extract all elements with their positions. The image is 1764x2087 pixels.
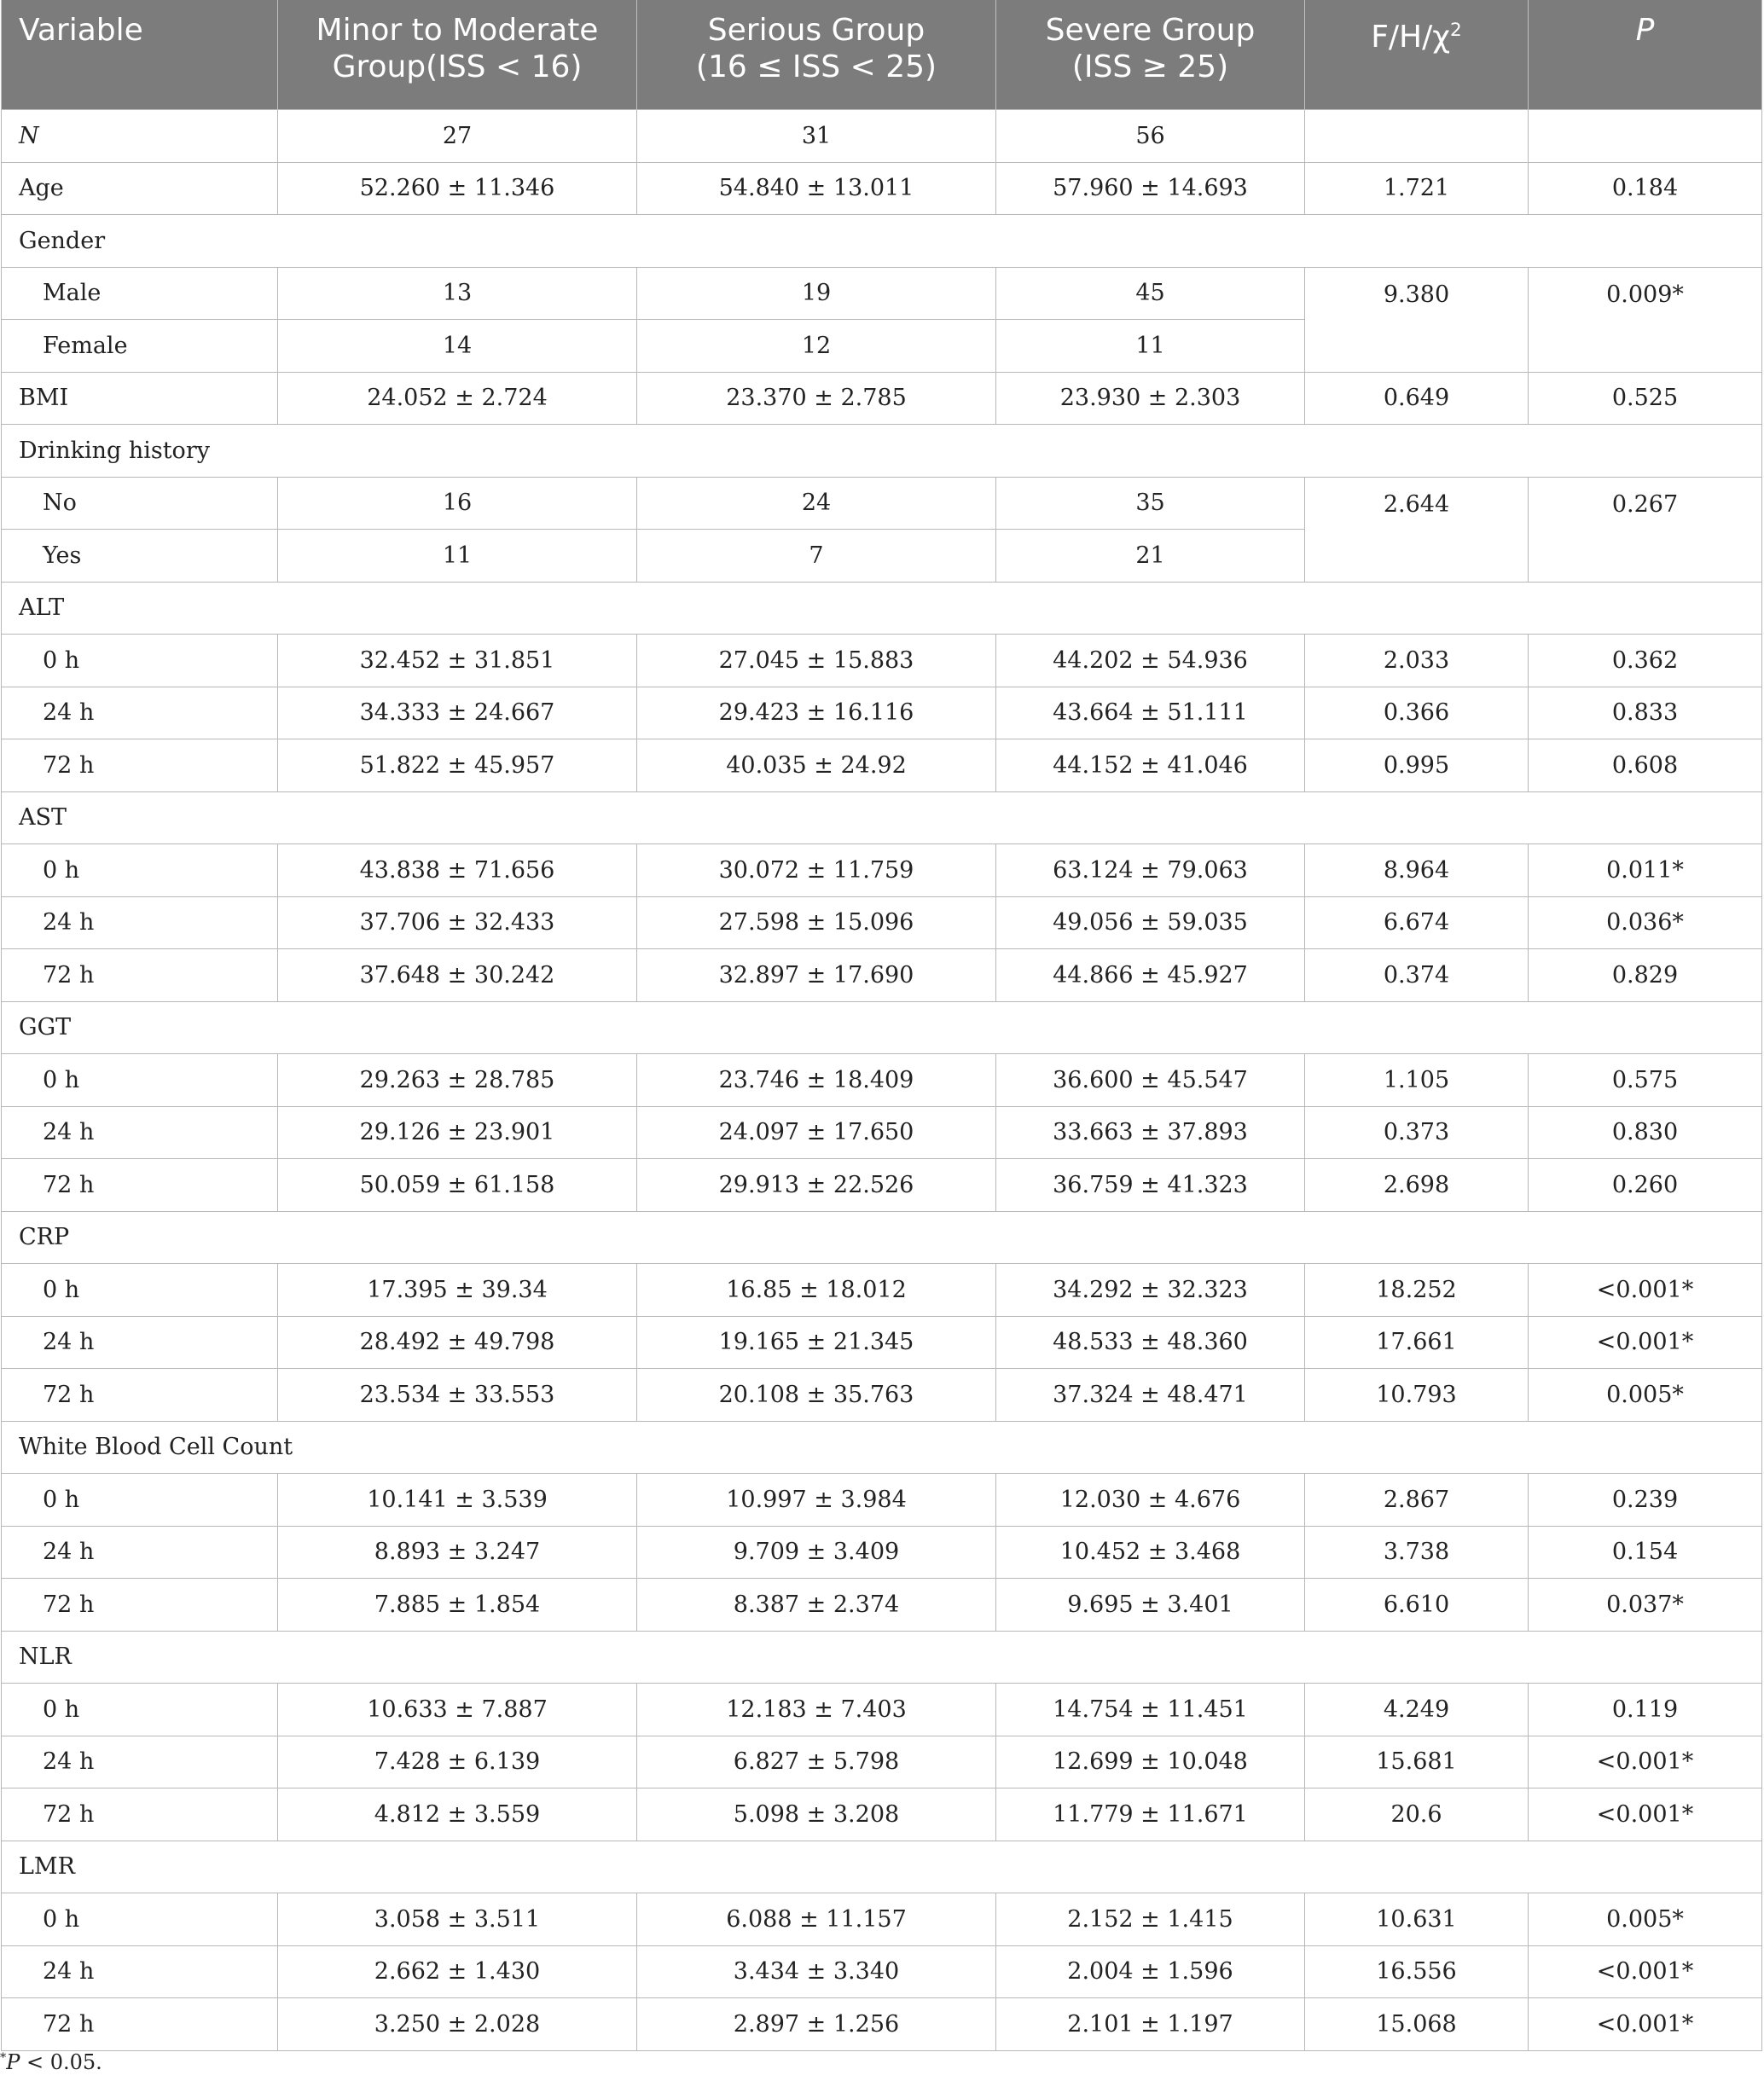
table-cell: 44.866 ± 45.927 xyxy=(996,949,1305,1002)
p-value-cell: 0.833 xyxy=(1529,687,1762,739)
table-cell: 19 xyxy=(637,267,996,320)
table-cell: 29.423 ± 16.116 xyxy=(637,687,996,739)
table-row xyxy=(2,1945,1762,1998)
stat-cell: 1.721 xyxy=(1305,162,1529,215)
table-cell: 6.088 ± 11.157 xyxy=(637,1893,996,1946)
row-label: AST xyxy=(2,791,1762,844)
table-row xyxy=(2,844,1762,897)
table-cell: 23.746 ± 18.409 xyxy=(637,1054,996,1107)
stat-cell: 16.556 xyxy=(1305,1945,1529,1998)
row-label: 0 h xyxy=(2,1684,278,1736)
stat-cell: 10.793 xyxy=(1305,1369,1529,1422)
table-cell: 14.754 ± 11.451 xyxy=(996,1684,1305,1736)
table-cell: 44.152 ± 41.046 xyxy=(996,739,1305,792)
table-cell: 16 xyxy=(278,477,637,530)
stat-cell: 0.374 xyxy=(1305,949,1529,1002)
table-cell: 7 xyxy=(637,530,996,583)
table-row xyxy=(2,1526,1762,1579)
results-table xyxy=(1,0,1762,2051)
row-label: Drinking history xyxy=(2,425,1762,478)
row-label: 24 h xyxy=(2,1316,278,1369)
p-value-cell: <0.001* xyxy=(1529,1736,1762,1788)
table-cell: 2.101 ± 1.197 xyxy=(996,1998,1305,2051)
header-statistic-base: F/H/χ xyxy=(1371,20,1451,55)
stat-cell: 0.995 xyxy=(1305,739,1529,792)
table-row xyxy=(2,1579,1762,1632)
table-section-row xyxy=(2,425,1762,478)
table-cell: 3.058 ± 3.511 xyxy=(278,1893,637,1946)
table-cell: 34.333 ± 24.667 xyxy=(278,687,637,739)
table-cell: 12 xyxy=(637,320,996,373)
header-severe-line1: Severe Group xyxy=(1045,13,1256,48)
table-section-row xyxy=(2,1841,1762,1893)
stat-cell: 20.6 xyxy=(1305,1788,1529,1841)
row-label: N xyxy=(2,110,278,163)
table-cell: 20.108 ± 35.763 xyxy=(637,1369,996,1422)
row-label: Female xyxy=(2,320,278,373)
table-cell: 23.930 ± 2.303 xyxy=(996,372,1305,425)
p-value-cell: 0.036* xyxy=(1529,896,1762,949)
header-serious-group xyxy=(637,0,996,110)
table-cell: 3.250 ± 2.028 xyxy=(278,1998,637,2051)
footnote-p: P xyxy=(6,2050,20,2074)
stat-cell: 6.610 xyxy=(1305,1579,1529,1632)
row-label: 72 h xyxy=(2,1998,278,2051)
table-row xyxy=(2,1159,1762,1212)
table-cell: 9.709 ± 3.409 xyxy=(637,1526,996,1579)
table-cell: 36.759 ± 41.323 xyxy=(996,1159,1305,1212)
p-value-cell: <0.001* xyxy=(1529,1788,1762,1841)
table-row xyxy=(2,896,1762,949)
row-label: 0 h xyxy=(2,1474,278,1527)
table-row xyxy=(2,110,1762,163)
table-cell: 37.324 ± 48.471 xyxy=(996,1369,1305,1422)
table-cell: 32.452 ± 31.851 xyxy=(278,635,637,687)
table-section-row xyxy=(2,1421,1762,1474)
row-label: Gender xyxy=(2,215,1762,268)
table-cell: 28.492 ± 49.798 xyxy=(278,1316,637,1369)
header-serious-line2: (16 ≤ ISS < 25) xyxy=(695,49,937,84)
p-value-cell: <0.001* xyxy=(1529,1316,1762,1369)
row-label: 24 h xyxy=(2,1526,278,1579)
p-value-cell: 0.154 xyxy=(1529,1526,1762,1579)
footnote xyxy=(0,2050,102,2074)
row-label: 24 h xyxy=(2,896,278,949)
stat-cell: 15.068 xyxy=(1305,1998,1529,2051)
table-cell: 32.897 ± 17.690 xyxy=(637,949,996,1002)
table-row xyxy=(2,687,1762,739)
table-cell: 11 xyxy=(996,320,1305,373)
p-value-cell: 0.525 xyxy=(1529,372,1762,425)
p-value-cell: 0.829 xyxy=(1529,949,1762,1002)
table-row xyxy=(2,949,1762,1002)
header-p-value: P xyxy=(1529,0,1762,110)
table-cell: 9.695 ± 3.401 xyxy=(996,1579,1305,1632)
stat-cell: 17.661 xyxy=(1305,1316,1529,1369)
table-row xyxy=(2,267,1762,320)
table-cell: 8.893 ± 3.247 xyxy=(278,1526,637,1579)
stat-cell: 2.644 xyxy=(1305,477,1529,582)
table-row xyxy=(2,1106,1762,1159)
table-cell: 34.292 ± 32.323 xyxy=(996,1264,1305,1317)
p-value-cell: 0.830 xyxy=(1529,1106,1762,1159)
stat-cell: 1.105 xyxy=(1305,1054,1529,1107)
p-value-cell: <0.001* xyxy=(1529,1264,1762,1317)
header-minor-line2: Group(ISS < 16) xyxy=(332,49,583,84)
table-section-row xyxy=(2,1001,1762,1054)
table-cell: 24.052 ± 2.724 xyxy=(278,372,637,425)
table-cell: 56 xyxy=(996,110,1305,163)
stat-cell: 0.373 xyxy=(1305,1106,1529,1159)
table-body xyxy=(2,110,1762,2051)
table-row xyxy=(2,372,1762,425)
table-cell: 49.056 ± 59.035 xyxy=(996,896,1305,949)
table-cell: 45 xyxy=(996,267,1305,320)
table-row xyxy=(2,635,1762,687)
row-label: 72 h xyxy=(2,1579,278,1632)
table-cell: 4.812 ± 3.559 xyxy=(278,1788,637,1841)
table-cell: 37.706 ± 32.433 xyxy=(278,896,637,949)
p-value-cell: 0.184 xyxy=(1529,162,1762,215)
table-cell: 29.263 ± 28.785 xyxy=(278,1054,637,1107)
p-value-cell: 0.011* xyxy=(1529,844,1762,897)
table-row xyxy=(2,1264,1762,1317)
row-label: 24 h xyxy=(2,1106,278,1159)
table-cell: 8.387 ± 2.374 xyxy=(637,1579,996,1632)
table-cell: 7.885 ± 1.854 xyxy=(278,1579,637,1632)
stat-cell: 2.698 xyxy=(1305,1159,1529,1212)
table-row xyxy=(2,477,1762,530)
table-section-row xyxy=(2,791,1762,844)
table-row xyxy=(2,1474,1762,1527)
row-label: ALT xyxy=(2,582,1762,635)
table-cell: 10.452 ± 3.468 xyxy=(996,1526,1305,1579)
table-cell: 10.997 ± 3.984 xyxy=(637,1474,996,1527)
table-cell: 7.428 ± 6.139 xyxy=(278,1736,637,1788)
table-cell: 57.960 ± 14.693 xyxy=(996,162,1305,215)
row-label: GGT xyxy=(2,1001,1762,1054)
row-label: CRP xyxy=(2,1211,1762,1264)
row-label: 24 h xyxy=(2,1945,278,1998)
table-cell: 24.097 ± 17.650 xyxy=(637,1106,996,1159)
table-section-row xyxy=(2,582,1762,635)
table-row xyxy=(2,1893,1762,1946)
row-label: 72 h xyxy=(2,949,278,1002)
header-statistic xyxy=(1305,0,1529,110)
table-cell: 14 xyxy=(278,320,637,373)
stat-cell: 4.249 xyxy=(1305,1684,1529,1736)
row-label: 0 h xyxy=(2,1264,278,1317)
table-cell: 12.183 ± 7.403 xyxy=(637,1684,996,1736)
table-section-row xyxy=(2,1631,1762,1684)
table-cell: 27.598 ± 15.096 xyxy=(637,896,996,949)
table-section-row xyxy=(2,215,1762,268)
table-row xyxy=(2,1788,1762,1841)
table-cell: 27.045 ± 15.883 xyxy=(637,635,996,687)
row-label: 0 h xyxy=(2,844,278,897)
table-cell: 3.434 ± 3.340 xyxy=(637,1945,996,1998)
stat-cell: 18.252 xyxy=(1305,1264,1529,1317)
row-label: Yes xyxy=(2,530,278,583)
table-cell: 12.030 ± 4.676 xyxy=(996,1474,1305,1527)
table-cell: 17.395 ± 39.34 xyxy=(278,1264,637,1317)
table-cell: 43.664 ± 51.111 xyxy=(996,687,1305,739)
table-cell: 13 xyxy=(278,267,637,320)
table-cell: 16.85 ± 18.012 xyxy=(637,1264,996,1317)
table-cell: 33.663 ± 37.893 xyxy=(996,1106,1305,1159)
table-cell: 6.827 ± 5.798 xyxy=(637,1736,996,1788)
table-cell: 23.370 ± 2.785 xyxy=(637,372,996,425)
table-cell: 2.662 ± 1.430 xyxy=(278,1945,637,1998)
table-cell: 44.202 ± 54.936 xyxy=(996,635,1305,687)
table-row xyxy=(2,1998,1762,2051)
row-label: 0 h xyxy=(2,1893,278,1946)
table-cell: 54.840 ± 13.011 xyxy=(637,162,996,215)
table-cell: 50.059 ± 61.158 xyxy=(278,1159,637,1212)
stat-cell: 10.631 xyxy=(1305,1893,1529,1946)
row-label: BMI xyxy=(2,372,278,425)
stat-cell: 9.380 xyxy=(1305,267,1529,372)
table-cell: 24 xyxy=(637,477,996,530)
table-cell: 27 xyxy=(278,110,637,163)
row-label: White Blood Cell Count xyxy=(2,1421,1762,1474)
p-value-cell: 0.005* xyxy=(1529,1369,1762,1422)
stat-cell: 3.738 xyxy=(1305,1526,1529,1579)
p-value-cell: 0.575 xyxy=(1529,1054,1762,1107)
header-minor-line1: Minor to Moderate xyxy=(316,13,599,48)
row-label: 0 h xyxy=(2,1054,278,1107)
table-cell: 29.913 ± 22.526 xyxy=(637,1159,996,1212)
table-section-row xyxy=(2,1211,1762,1264)
p-value-cell: 0.260 xyxy=(1529,1159,1762,1212)
table-cell: 48.533 ± 48.360 xyxy=(996,1316,1305,1369)
table-cell: 63.124 ± 79.063 xyxy=(996,844,1305,897)
table-cell: 19.165 ± 21.345 xyxy=(637,1316,996,1369)
table-cell: 10.633 ± 7.887 xyxy=(278,1684,637,1736)
row-label: No xyxy=(2,477,278,530)
stat-cell: 2.867 xyxy=(1305,1474,1529,1527)
stat-cell xyxy=(1305,110,1529,163)
table-cell: 5.098 ± 3.208 xyxy=(637,1788,996,1841)
p-value-cell: <0.001* xyxy=(1529,1945,1762,1998)
p-value-cell: 0.608 xyxy=(1529,739,1762,792)
p-value-cell: 0.362 xyxy=(1529,635,1762,687)
table-row xyxy=(2,162,1762,215)
p-value-cell: 0.267 xyxy=(1529,477,1762,582)
footnote-star: * xyxy=(0,2051,7,2065)
table-cell: 43.838 ± 71.656 xyxy=(278,844,637,897)
table-cell: 2.897 ± 1.256 xyxy=(637,1998,996,2051)
row-label: 24 h xyxy=(2,687,278,739)
table-cell: 51.822 ± 45.957 xyxy=(278,739,637,792)
row-label: Male xyxy=(2,267,278,320)
row-label: NLR xyxy=(2,1631,1762,1684)
table-row xyxy=(2,1684,1762,1736)
table-cell: 10.141 ± 3.539 xyxy=(278,1474,637,1527)
table-cell: 11.779 ± 11.671 xyxy=(996,1788,1305,1841)
table-cell: 37.648 ± 30.242 xyxy=(278,949,637,1002)
table-cell: 31 xyxy=(637,110,996,163)
p-value-cell: 0.005* xyxy=(1529,1893,1762,1946)
table-cell: 2.152 ± 1.415 xyxy=(996,1893,1305,1946)
footnote-text: < 0.05. xyxy=(20,2050,102,2074)
row-label: 0 h xyxy=(2,635,278,687)
table-header xyxy=(2,0,1762,110)
table-row xyxy=(2,1736,1762,1788)
p-value-cell: 0.239 xyxy=(1529,1474,1762,1527)
table-row xyxy=(2,1369,1762,1422)
table-cell: 40.035 ± 24.92 xyxy=(637,739,996,792)
row-label: 72 h xyxy=(2,1788,278,1841)
header-serious-line1: Serious Group xyxy=(707,13,926,48)
stat-cell: 0.366 xyxy=(1305,687,1529,739)
header-statistic-sup: 2 xyxy=(1450,20,1462,41)
table-cell: 23.534 ± 33.553 xyxy=(278,1369,637,1422)
row-label: 72 h xyxy=(2,739,278,792)
table-row xyxy=(2,1054,1762,1107)
header-severe-line2: (ISS ≥ 25) xyxy=(1071,49,1229,84)
header-minor-group xyxy=(278,0,637,110)
table-cell: 2.004 ± 1.596 xyxy=(996,1945,1305,1998)
table-cell: 36.600 ± 45.547 xyxy=(996,1054,1305,1107)
table-cell: 12.699 ± 10.048 xyxy=(996,1736,1305,1788)
row-label: 72 h xyxy=(2,1369,278,1422)
p-value-cell xyxy=(1529,110,1762,163)
stat-cell: 2.033 xyxy=(1305,635,1529,687)
table-cell: 52.260 ± 11.346 xyxy=(278,162,637,215)
row-label: LMR xyxy=(2,1841,1762,1893)
stat-cell: 0.649 xyxy=(1305,372,1529,425)
table-cell: 11 xyxy=(278,530,637,583)
table-cell: 21 xyxy=(996,530,1305,583)
header-variable: Variable xyxy=(2,0,278,110)
table-cell: 29.126 ± 23.901 xyxy=(278,1106,637,1159)
row-label: 24 h xyxy=(2,1736,278,1788)
row-label: 72 h xyxy=(2,1159,278,1212)
table-row xyxy=(2,739,1762,792)
p-value-cell: 0.119 xyxy=(1529,1684,1762,1736)
p-value-cell: <0.001* xyxy=(1529,1998,1762,2051)
table-row xyxy=(2,1316,1762,1369)
stat-cell: 6.674 xyxy=(1305,896,1529,949)
header-severe-group xyxy=(996,0,1305,110)
stat-cell: 8.964 xyxy=(1305,844,1529,897)
table-cell: 30.072 ± 11.759 xyxy=(637,844,996,897)
table-cell: 35 xyxy=(996,477,1305,530)
p-value-cell: 0.037* xyxy=(1529,1579,1762,1632)
p-value-cell: 0.009* xyxy=(1529,267,1762,372)
stat-cell: 15.681 xyxy=(1305,1736,1529,1788)
row-label: Age xyxy=(2,162,278,215)
